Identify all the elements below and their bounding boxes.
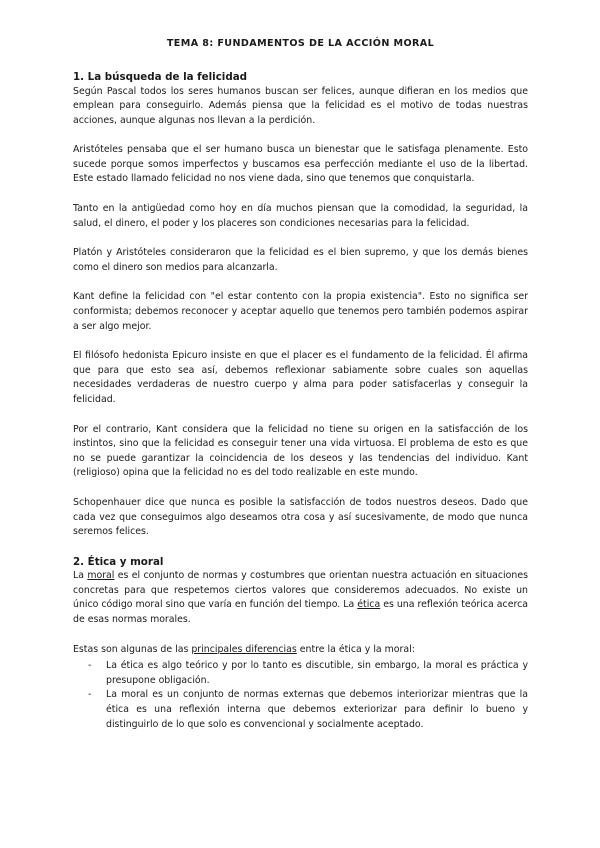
section-heading-etica-moral: 2. Ética y moral xyxy=(73,555,164,568)
paragraph-epicuro: El filósofo hedonista Epicuro insiste en que el placer es el fundamento de la felicidad. Él afirma que para que esto sea así, debemos reflexionar sabiamente sobre cuales son aquellas necesidades verdaderas de nuestro cuerpo y alma para poder satisfacerlas y conseguir la felicidad. xyxy=(73,350,528,405)
term-principales-diferencias: principales diferencias xyxy=(191,643,297,655)
paragraph-kant-virtud: Por el contrario, Kant considera que la felicidad no tiene su origen en la satisfacción de los instintos, sino que la felicidad es conseguir tener una vida virtuosa. El problema de esto es que no se puede garantizar la coincidencia de los deseos y las tendencias del individuo. Kant (religioso) opina que la felicidad no es del todo realizable en este mundo. xyxy=(73,423,528,479)
paragraph-kant-definicion: Kant define la felicidad con "el estar contento con la propia existencia". Esto no significa ser conformista; debemos reconocer y aceptar aquello que tenemos pero también podemos aspirar a ser algo mejor. xyxy=(73,291,528,332)
text-segment: entre la ética y la moral: xyxy=(296,643,415,655)
section-heading-felicidad: 1. La búsqueda de la felicidad xyxy=(73,71,248,83)
text-segment: La xyxy=(73,570,88,582)
paragraph-schopenhauer: Schopenhauer dice que nunca es posible la satisfacción de todos nuestros deseos. Dado que cada vez que conseguimos algo deseamos otra cosa y así sucesivamente, de modo que nunca seremos felices. xyxy=(73,496,528,538)
document-page xyxy=(73,38,528,732)
paragraph-definicion-moral xyxy=(73,569,528,627)
dash-marker: - xyxy=(88,660,92,672)
text-segment: es una reflexión teórica acerca de esas normas morales. xyxy=(73,599,529,626)
list-item xyxy=(73,659,528,688)
differences-list xyxy=(73,659,528,732)
term-moral: moral xyxy=(87,570,115,582)
page-title: TEMA 8: FUNDAMENTOS DE LA ACCIÓN MORAL xyxy=(166,38,435,49)
text-segment: Estas son algunas de las xyxy=(73,643,192,655)
dash-marker: - xyxy=(88,689,92,701)
list-item-text: La ética es algo teórico y por lo tanto es discutible, sin embargo, la moral es práctica y presupone obligación. xyxy=(106,660,528,686)
paragraph-pascal: Según Pascal todos los seres humanos buscan ser felices, aunque difieran en los medios que emplean para conseguirlo. Además piensa que la felicidad es el motivo de todas nuestras acciones, aunque algunas nos llevan a la perdición. xyxy=(73,85,528,126)
paragraph-platon: Platón y Aristóteles consideraron que la felicidad es el bien supremo, y que los demás bienes como el dinero son medios para alcanzarla. xyxy=(73,247,528,273)
list-item xyxy=(73,688,528,732)
paragraph-antiguedad: Tanto en la antigüedad como hoy en día muchos piensan que la comodidad, la seguridad, la salud, el dinero, el poder y los placeres son condiciones necesarias para la felicidad. xyxy=(73,203,528,229)
text-segment: es el conjunto de normas y costumbres que orientan nuestra actuación en situaciones concretas para que respetemos ciertos valores que consideremos adecuados. No existe un único código moral sino que varía en función del tiempo. La xyxy=(73,570,528,611)
term-etica: ética xyxy=(357,599,381,611)
paragraph-aristoteles: Aristóteles pensaba que el ser humano busca un bienestar que le satisfaga plenamente. Esto sucede porque somos imperfectos y buscamos esa perfección mediante el uso de la libertad. Este estado llamado felicidad no nos viene dada, sino que tenemos que conquistarla. xyxy=(73,144,528,185)
list-item-text: La moral es un conjunto de normas externas que debemos interiorizar mientras que la ética es una reflexión interna que debemos exteriorizar para definir lo bueno y distinguirlo de lo que solo es convencional y socialmente aceptado. xyxy=(106,689,528,730)
paragraph-diferencias-intro xyxy=(73,643,528,658)
